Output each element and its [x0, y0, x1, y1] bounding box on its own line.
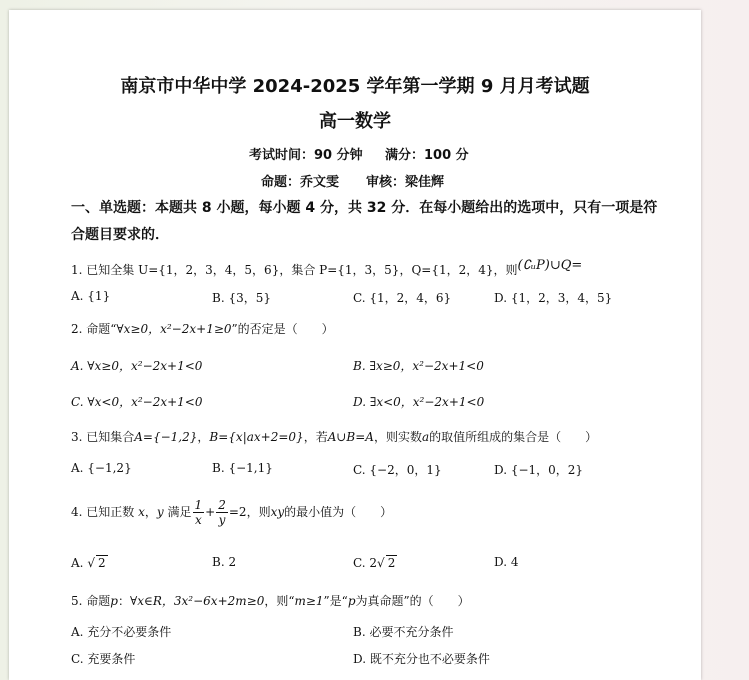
- question-5-expression: ∀x∈R，3x²−6x+2m≥0: [129, 594, 265, 608]
- q3-option-a: A. {−1,2}: [71, 461, 132, 475]
- author: 命题：乔文雯: [261, 175, 340, 190]
- q4-option-c-radicand: 2: [387, 556, 396, 570]
- question-5-stem-e: 为真命题”的（ ）: [355, 594, 470, 608]
- q1-option-a: A. {1}: [71, 289, 111, 303]
- question-3: [71, 428, 597, 445]
- question-3-sep1: ，: [197, 430, 210, 444]
- full-score: 满分：100 分: [385, 148, 469, 163]
- sqrt-icon: √: [87, 556, 95, 570]
- q5-option-c: C. 充要条件: [71, 652, 136, 666]
- q2-option-b: B. ∃x≥0，x²−2x+1<0: [353, 359, 484, 373]
- question-1: [71, 258, 583, 278]
- question-5-stem-c: ，则“: [264, 594, 295, 608]
- question-3-set-b: B={x|ax+2=0}: [209, 430, 304, 444]
- equals-two: =2: [228, 505, 247, 519]
- question-3-var: a: [421, 430, 430, 444]
- q5-option-b: B. 必要不充分条件: [353, 625, 454, 639]
- frac1-num: 1: [194, 498, 203, 512]
- q4-option-d: D. 4: [494, 555, 519, 569]
- question-3-union: A∪B=A: [327, 430, 374, 444]
- frac2-den: y: [218, 513, 226, 527]
- q4-option-a-radicand: 2: [97, 556, 106, 570]
- question-4: [71, 498, 392, 527]
- fraction-1-over-x: [193, 498, 205, 527]
- question-2-expression: ∀x≥0，x²−2x+1≥0: [116, 322, 232, 336]
- question-3-stem-a: 3. 已知集合: [71, 430, 135, 444]
- section-heading-line1: 一、单选题：本题共 8 小题，每小题 4 分，共 32 分．在每小题给出的选项中，只有一项是符: [71, 200, 658, 216]
- question-1-stem: 1. 已知全集 U={1，2，3，4，5，6}，集合 P={1，3，5}，Q={1，2，4}，则: [71, 263, 518, 277]
- q1-option-b: B. {3，5}: [212, 291, 271, 305]
- exam-title: 南京市中华中学 2024-2025 学年第一学期 9 月月考试题: [120, 76, 590, 97]
- question-4-stem-a: 4. 已知正数: [71, 505, 135, 519]
- fraction-2-over-y: [216, 498, 228, 527]
- question-2-stem-a: 2. 命题“: [71, 322, 117, 336]
- q1-option-d: D. {1，2，3，4，5}: [494, 291, 613, 305]
- q4-option-a-label: A.: [71, 556, 84, 570]
- question-5-condition: m≥1: [294, 594, 324, 608]
- reviewer: 审核：梁佳辉: [366, 175, 445, 190]
- question-1-expression: (∁ᵤP)∪Q=: [517, 258, 583, 273]
- question-4-stem-c: ，则: [246, 505, 271, 519]
- frac1-den: x: [194, 513, 202, 527]
- q3-option-d: D. {−1，0，2}: [494, 463, 584, 477]
- q4-option-c-label: C.: [353, 556, 366, 570]
- question-4-x: x: [138, 505, 145, 519]
- question-4-stem-b: 满足: [167, 505, 192, 519]
- question-4-comma: ，: [144, 505, 157, 519]
- sqrt-icon: √: [377, 556, 385, 570]
- question-4-xy: xy: [270, 505, 285, 519]
- q4-option-a: [71, 555, 108, 570]
- q4-option-b: B. 2: [212, 555, 237, 569]
- q2-option-a: A. ∀x≥0，x²−2x+1<0: [71, 359, 203, 373]
- question-5-stem-d: ”是“: [323, 594, 348, 608]
- q2-option-c: C. ∀x<0，x²−2x+1<0: [71, 395, 203, 409]
- question-5-p2: p: [347, 594, 356, 608]
- question-3-set-a: A={−1,2}: [134, 430, 198, 444]
- q5-option-d: D. 既不充分也不必要条件: [353, 652, 490, 666]
- q5-option-a: A. 充分不必要条件: [71, 625, 172, 639]
- question-4-stem-d: 的最小值为（ ）: [284, 505, 393, 519]
- q1-option-c: C. {1，2，4，6}: [353, 291, 452, 305]
- q3-option-c: C. {−2，0，1}: [353, 463, 442, 477]
- question-5-stem-b: ：: [117, 594, 130, 608]
- question-5-p: p: [110, 594, 118, 608]
- question-3-stem-c: 的取值所组成的集合是（ ）: [429, 430, 598, 444]
- q2-option-d: D. ∃x<0，x²−2x+1<0: [353, 395, 485, 409]
- q4-option-c: [353, 555, 397, 570]
- question-5: [71, 592, 470, 609]
- question-4-y: y: [156, 505, 164, 519]
- question-5-stem-a: 5. 命题: [71, 594, 111, 608]
- question-2-stem-b: ”的否定是（ ）: [231, 322, 334, 336]
- question-3-sep2: ，若: [303, 430, 328, 444]
- question-3-stem-b: ，则实数: [373, 430, 422, 444]
- exam-subtitle: 高一数学: [319, 111, 391, 132]
- q4-option-c-coef: 2: [369, 556, 378, 570]
- plus-sign: +: [205, 505, 216, 519]
- exam-time: 考试时间：90 分钟: [249, 148, 363, 163]
- section-heading-line2: 合题目要求的．: [71, 227, 169, 243]
- question-2: [71, 320, 334, 337]
- document-page: [9, 10, 701, 680]
- frac2-num: 2: [218, 498, 226, 512]
- q3-option-b: B. {−1,1}: [212, 461, 273, 475]
